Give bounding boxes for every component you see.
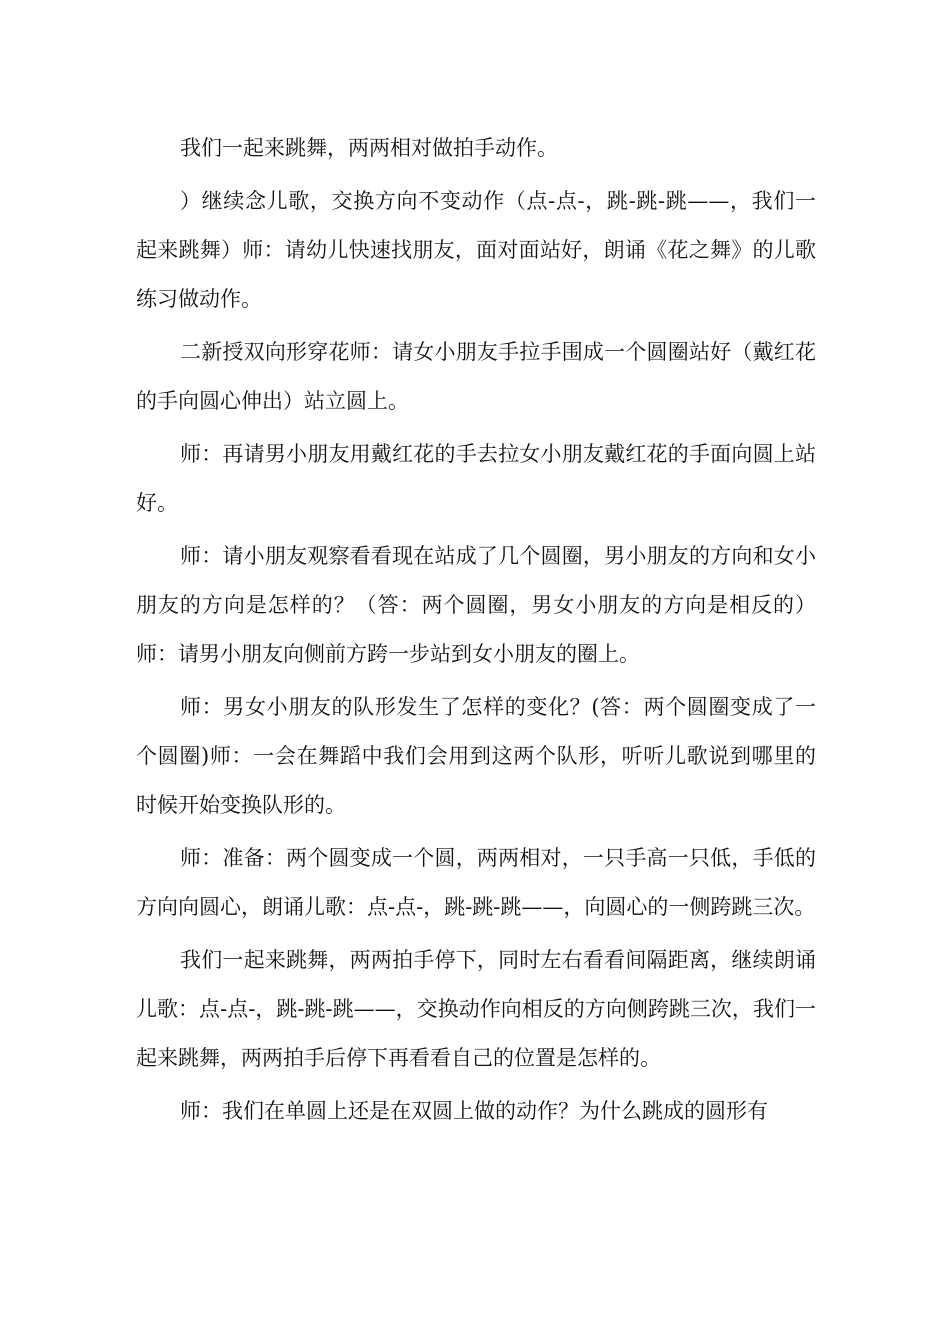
paragraph-5: 师：请小朋友观察看看现在站成了几个圆圈，男小朋友的方向和女小朋友的方向是怎样的？（答：两个圆圈，男女小朋友的方向是相反的）师：请男小朋友向侧前方跨一步站到女小朋友的圈上。 [136, 544, 816, 666]
document-body [136, 124, 816, 1140]
paragraph-4: 师：再请男小朋友用戴红花的手去拉女小朋友戴红花的手面向圆上站好。 [136, 442, 816, 515]
paragraph-6: 师：男女小朋友的队形发生了怎样的变化？(答：两个圆圈变成了一个圆圈)师：一会在舞蹈中我们会用到这两个队形，听听儿歌说到哪里的时候开始变换队形的。 [136, 695, 816, 817]
paragraph-7: 师：准备：两个圆变成一个圆，两两相对，一只手高一只低，手低的方向向圆心，朗诵儿歌：点-点-，跳-跳-跳——，向圆心的一侧跨跳三次。 [136, 846, 816, 919]
paragraph-9: 师：我们在单圆上还是在双圆上做的动作？为什么跳成的圆形有 [180, 1099, 768, 1123]
paragraph-1: 我们一起来跳舞，两两相对做拍手动作。 [180, 136, 558, 160]
paragraph-8: 我们一起来跳舞，两两拍手停下，同时左右看看间隔距离，继续朗诵儿歌：点-点-，跳-跳-跳——，交换动作向相反的方向侧跨跳三次，我们一起来跳舞，两两拍手后停下再看看自己的位置是怎样的。 [136, 948, 816, 1070]
paragraph-3: 二新授双向形穿花师：请女小朋友手拉手围成一个圆圈站好（戴红花的手向圆心伸出）站立圆上。 [136, 340, 816, 413]
paragraph-2: ）继续念儿歌，交换方向不变动作（点-点-，跳-跳-跳——，我们一起来跳舞）师：请幼儿快速找朋友，面对面站好，朗诵《花之舞》的儿歌练习做动作。 [136, 189, 816, 311]
